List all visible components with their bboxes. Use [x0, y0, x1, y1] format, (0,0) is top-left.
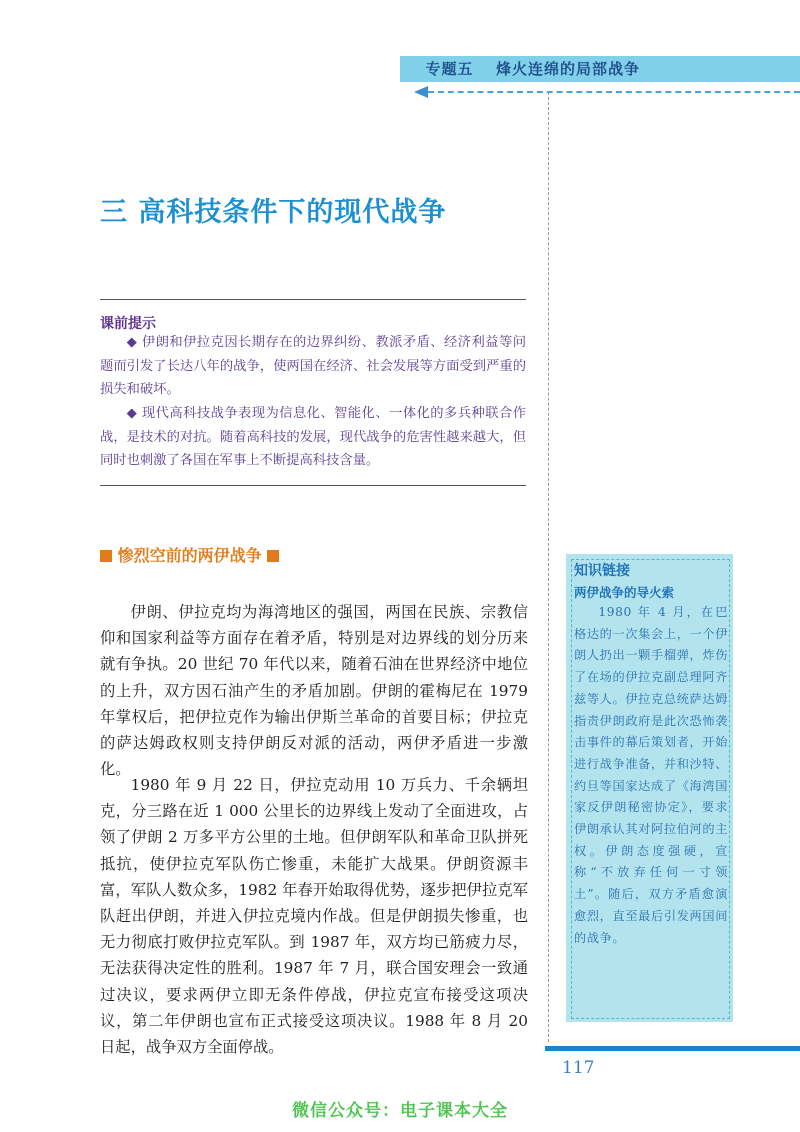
chapter-label: 专题五 [425, 60, 474, 78]
pre-lesson-label: 课前提示 [100, 316, 156, 332]
chapter-header [426, 58, 641, 79]
arrow-left-icon [414, 86, 428, 98]
page-number: 117 [562, 1058, 595, 1078]
knowledge-link-title: 知识链接 [574, 563, 630, 579]
section-title: 三 高科技条件下的现代战争 [100, 197, 447, 228]
subsection-title: 惨烈空前的两伊战争 [117, 546, 262, 565]
header-dashed-line [428, 91, 800, 93]
chapter-title: 烽火连绵的局部战争 [495, 60, 640, 78]
body-paragraph-1: 伊朗、伊拉克均为海湾地区的强国，两国在民族、宗教信仰和国家利益等方面存在着矛盾，特别是对边界线的划分历来就有争执。20 世纪 70 年代以来，随着石油在世界经济中地位的上升，双方因石油产生的矛盾加剧。伊朗的霍梅尼在 1979 年掌权后，把伊拉克作为输出伊斯兰革命的首要目标；伊拉克的萨达姆政权则支持伊朗反对派的活动，两伊矛盾进一步激化。 [100, 603, 528, 779]
pre-lesson-paragraph-2: ◆ 现代高科技战争表现为信息化、智能化、一体化的多兵种联合作战，是技术的对抗。随着高科技的发展，现代战争的危害性越来越大，但同时也刺激了各国在军事上不断提高科技含量。 [100, 406, 526, 468]
column-divider [548, 92, 549, 1042]
knowledge-link-text: 1980 年 4 月，在巴格达的一次集会上，一个伊朗人扔出一颗手榴弹，炸伤了在场的伊拉克副总理阿齐兹等人。伊拉克总统萨达姆指责伊朗政府是此次恐怖袭击事件的幕后策划者，开始进行战争准备，并和沙特、约旦等国家达成了《海湾国家反伊朗秘密协定》，要求伊朗承认其对阿拉伯河的主权。伊朗态度强硬，宣称“不放弃任何一寸领土”。随后，双方矛盾愈演愈烈，直至最后引发两国间的战争。 [574, 605, 728, 945]
square-bullet-icon [100, 550, 112, 562]
pre-lesson-paragraph-1: ◆ 伊朗和伊拉克因长期存在的边界纠纷、教派矛盾、经济利益等问题而引发了长达八年的战争，使两国在经济、社会发展等方面受到严重的损失和破坏。 [100, 335, 526, 397]
subsection-heading [100, 543, 279, 566]
square-bullet-icon [267, 550, 279, 562]
body-paragraph-2: 1980 年 9 月 22 日，伊拉克动用 10 万兵力、千余辆坦克，分三路在近 1 000 公里长的边界线上发动了全面进攻，占领了伊朗 2 万多平方公里的土地。但伊朗军队和革命卫队拼死抵抗，使伊拉克军队伤亡惨重，未能扩大战果。伊朗资源丰富，军队人数众多，1982 年春开始取得优势，逐步把伊拉克军队赶出伊朗，并进入伊拉克境内作战。但是伊朗损失惨重，也无力彻底打败伊拉克军队。到 1987 年，双方均已筋疲力尽，无法获得决定性的胜利。1987 年 7 月，联合国安理会一致通过决议，要求两伊立即无条件停战，伊拉克宣布接受这项决议，第二年伊朗也宣布正式接受这项决议。1988 年 8 月 20 日起，战争双方全面停战。 [100, 776, 528, 1057]
watermark: 微信公众号：电子课本大全 [292, 1101, 508, 1121]
knowledge-link-subtitle: 两伊战争的导火索 [574, 585, 675, 600]
footer-bar [545, 1046, 800, 1051]
